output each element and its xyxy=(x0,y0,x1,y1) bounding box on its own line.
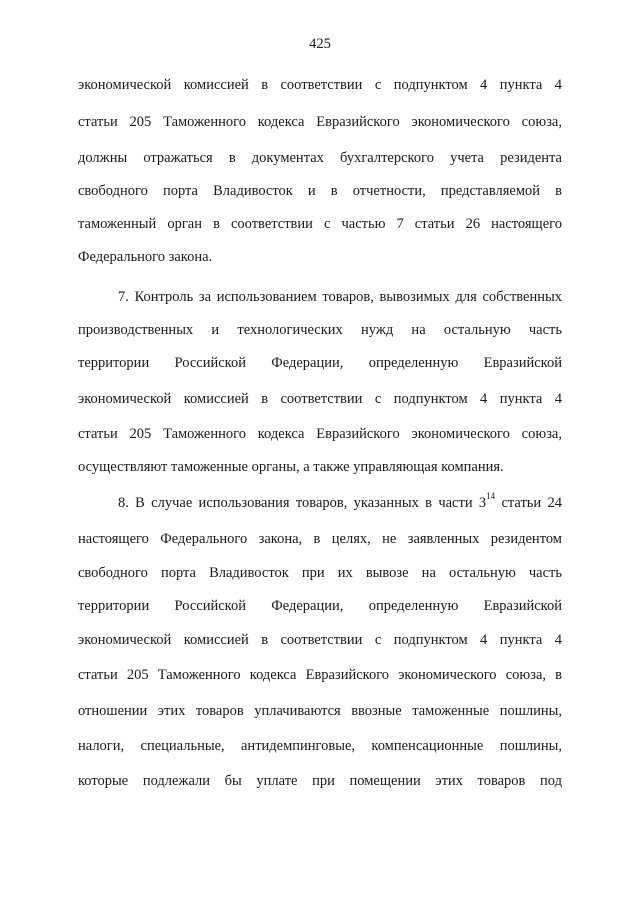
text-line: должны отражаться в документах бухгалтерского учета резидента xyxy=(78,150,562,166)
text-line: статьи 205 Таможенного кодекса Евразийского экономического союза, xyxy=(78,114,562,130)
text-fragment: статьи 24 xyxy=(495,495,562,511)
text-line: отношении этих товаров уплачиваются ввозные таможенные пошлины, xyxy=(78,703,562,719)
text-line: производственных и технологических нужд на остальную часть xyxy=(78,322,562,338)
text-line: налоги, специальные, антидемпинговые, компенсационные пошлины, xyxy=(78,738,562,754)
text-line: статьи 205 Таможенного кодекса Евразийского экономического союза, xyxy=(78,426,562,442)
text-line: 7. Контроль за использованием товаров, вывозимых для собственных xyxy=(118,289,562,305)
text-line: осуществляют таможенные органы, а также управляющая компания. xyxy=(78,459,504,475)
text-line: свободного порта Владивосток и в отчетности, представляемой в xyxy=(78,183,562,199)
text-line: таможенный орган в соответствии с частью 7 статьи 26 настоящего xyxy=(78,216,562,232)
text-fragment: 8. В случае использования товаров, указанных в части 3 xyxy=(118,495,487,511)
text-line: экономической комиссией в соответствии с подпунктом 4 пункта 4 xyxy=(78,77,562,93)
text-line: которые подлежали бы уплате при помещении этих товаров под xyxy=(78,773,562,789)
text-line: экономической комиссией в соответствии с подпунктом 4 пункта 4 xyxy=(78,632,562,648)
text-line: территории Российской Федерации, определенную Евразийской xyxy=(78,355,562,371)
text-line: территории Российской Федерации, определенную Евразийской xyxy=(78,598,562,614)
text-line: статьи 205 Таможенного кодекса Евразийского экономического союза, в xyxy=(78,667,562,683)
text-line: свободного порта Владивосток при их вывозе на остальную часть xyxy=(78,565,562,581)
superscript: 14 xyxy=(486,491,496,502)
text-line-with-superscript xyxy=(118,493,562,513)
text-line: экономической комиссией в соответствии с подпунктом 4 пункта 4 xyxy=(78,391,562,407)
text-line: Федерального закона. xyxy=(78,249,213,265)
page-number: 425 xyxy=(309,36,331,52)
text-line: настоящего Федерального закона, в целях, не заявленных резидентом xyxy=(78,531,562,547)
